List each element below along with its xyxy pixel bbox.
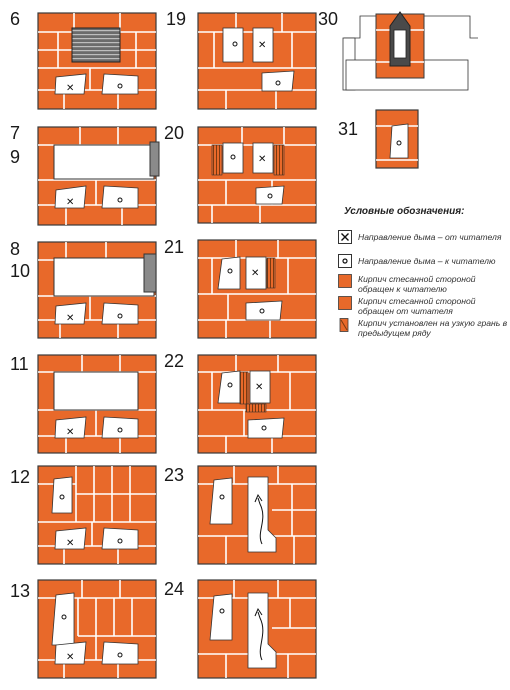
dot-marker-icon <box>233 42 237 46</box>
legend-item-label: Кирпич стесанной стороной обращен от читателя <box>358 296 476 316</box>
cross-marker-icon: ✕ <box>66 313 75 324</box>
row-number-9: 9 <box>10 147 21 167</box>
brick-on-edge <box>240 372 248 404</box>
row-number-6: 6 <box>10 9 21 29</box>
cross-marker-icon: ✕ <box>255 382 264 393</box>
row-13-plan <box>38 580 156 678</box>
row-19-plan <box>198 13 316 109</box>
dot-marker-icon <box>260 309 264 313</box>
row-number-10: 10 <box>10 261 31 281</box>
legend-item-label: Направление дыма – от читателя <box>358 232 502 242</box>
dot-marker-icon <box>60 495 64 499</box>
dot-marker-icon <box>118 653 122 657</box>
cross-marker-icon: ✕ <box>258 154 267 165</box>
brick-on-edge <box>267 258 275 288</box>
row-number-12: 12 <box>10 467 31 487</box>
row-number-11: 11 <box>10 354 29 374</box>
dot-marker-icon <box>397 141 401 145</box>
brick-on-edge-icon <box>338 318 352 332</box>
dot-marker-icon <box>228 269 232 273</box>
dot-marker-icon <box>118 539 122 543</box>
firebox-door <box>150 142 159 176</box>
row-24-plan <box>198 580 316 678</box>
dot-marker-icon <box>118 84 122 88</box>
row-number-24: 24 <box>164 579 185 599</box>
row-number-7: 7 <box>10 123 21 143</box>
row-31-plan <box>376 110 418 168</box>
dot-marker-icon <box>118 314 122 318</box>
row-11-plan <box>38 355 156 453</box>
row-21-plan <box>198 240 316 338</box>
ash-grate <box>72 28 120 62</box>
row-number-31: 31 <box>338 119 359 139</box>
cross-marker-icon: ✕ <box>66 427 75 438</box>
dot-marker-icon <box>262 426 266 430</box>
brick-beveled-away-icon <box>338 296 352 310</box>
cross-marker-icon <box>338 230 352 244</box>
row-6-plan <box>38 13 156 109</box>
legend-item-label: Кирпич стесанной стороной обращен к читателю <box>358 274 476 294</box>
row-number-22: 22 <box>164 351 185 371</box>
row-number-8: 8 <box>10 239 21 259</box>
row-number-19: 19 <box>166 9 187 29</box>
cross-marker-icon: ✕ <box>66 538 75 549</box>
cross-marker-icon: ✕ <box>251 268 260 279</box>
row-8-10-plan <box>38 242 156 338</box>
row-7-9-plan <box>38 127 159 225</box>
brick-on-edge <box>274 145 284 175</box>
row-12-plan <box>38 466 156 564</box>
brick-beveled-toward-icon <box>338 274 352 288</box>
dot-marker-icon <box>220 609 224 613</box>
cross-marker-icon: ✕ <box>66 197 75 208</box>
dot-marker-icon <box>118 198 122 202</box>
row-number-20: 20 <box>164 123 185 143</box>
dot-marker-icon <box>268 194 272 198</box>
dot-marker-icon <box>338 254 352 268</box>
legend-item-label: Направление дыма – к читателю <box>358 256 496 266</box>
row-number-23: 23 <box>164 465 185 485</box>
row-number-13: 13 <box>10 581 31 601</box>
cross-marker-icon: ✕ <box>258 40 267 51</box>
legend-item-label: Кирпич установлен на узкую грань в предыдущем ряду <box>358 318 508 338</box>
dot-marker-icon <box>220 495 224 499</box>
row-number-21: 21 <box>164 237 185 257</box>
dot-marker-icon <box>118 428 122 432</box>
dot-marker-icon <box>62 615 66 619</box>
row-30-plan <box>343 12 478 90</box>
cross-marker-icon: ✕ <box>66 83 75 94</box>
legend-title: Условные обозначения: <box>344 206 465 217</box>
dot-marker-icon <box>231 155 235 159</box>
dot-marker-icon <box>228 383 232 387</box>
firebox-door <box>144 254 156 292</box>
brick-on-edge <box>212 145 222 175</box>
row-22-plan <box>198 355 316 453</box>
brick-on-edge <box>246 404 266 412</box>
row-number-30: 30 <box>318 9 339 29</box>
row-23-plan <box>198 466 316 564</box>
row-20-plan <box>198 127 316 223</box>
cross-marker-icon: ✕ <box>66 652 75 663</box>
dot-marker-icon <box>276 81 280 85</box>
